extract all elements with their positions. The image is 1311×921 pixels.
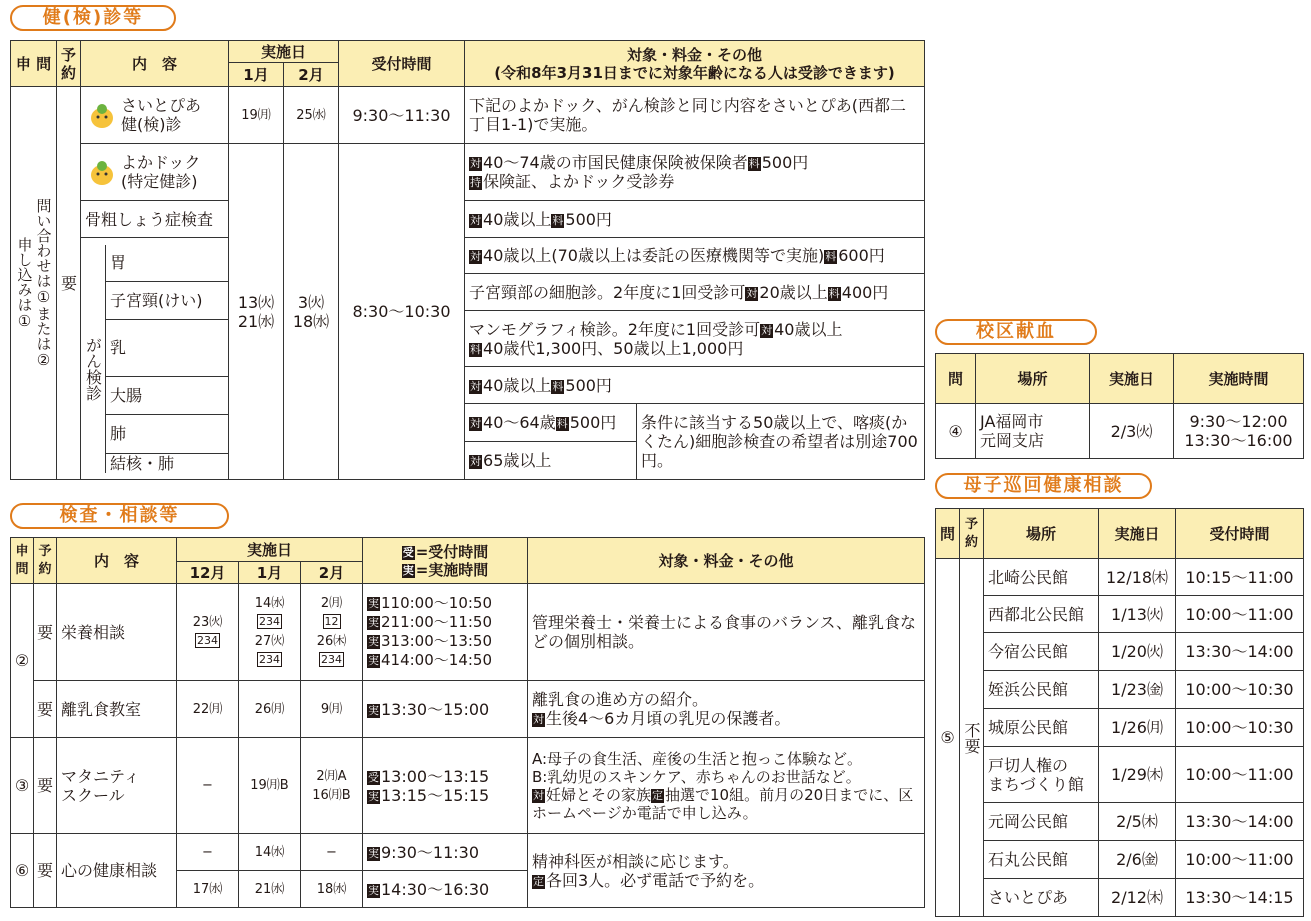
jurisdiction-header: 申 問: [11, 41, 57, 87]
maternity-dec: −: [177, 738, 239, 834]
mother-date: 1/23㈮: [1099, 671, 1176, 709]
blood-place-header: 場所: [976, 354, 1090, 404]
lung-note: 条件に該当する50歳以上で、喀痰(かくたん)細胞診検査の希望者は別途700円。: [637, 404, 925, 480]
babyfood-res: 要: [34, 681, 57, 738]
exam-res-header: 予約: [34, 538, 57, 584]
breast: 乳: [106, 320, 228, 377]
mother-place: さいとぴあ: [984, 879, 1099, 917]
mother-date: 2/12㈭: [1099, 879, 1176, 917]
tb-lung-info: 対 65歳以上: [465, 442, 637, 480]
mother-juris-header: 問: [936, 509, 960, 559]
shared-time: 8:30〜10:30: [339, 144, 465, 480]
mental-feb2: 18㈬: [301, 871, 363, 908]
mother-time: 10:00〜10:30: [1176, 671, 1304, 709]
mother-place: 今宿公民館: [984, 633, 1099, 671]
blood-juris: ④: [936, 404, 976, 459]
lung: 肺: [106, 415, 228, 454]
babyfood-dec: 22㈪: [177, 681, 239, 738]
mother-date: 2/6㈮: [1099, 841, 1176, 879]
nutrition-dec: 23㈫ 234: [177, 584, 239, 681]
maternity-time: 受 13:00〜13:15 実 13:15〜15:15: [363, 738, 528, 834]
blood-time-header: 実施時間: [1174, 354, 1304, 404]
month2-header: 2月: [284, 63, 339, 87]
saitopia-checkup: さいとぴあ 健(検)診: [81, 87, 229, 144]
m2-header: 2月: [301, 562, 363, 584]
mother-place: 戸切人権の まちづくり館: [984, 747, 1099, 803]
nutrition-feb: 2㈪ 12 26㈭ 234: [301, 584, 363, 681]
babyfood-time: 実 13:30〜15:00: [363, 681, 528, 738]
reception-header: 受付時間: [339, 41, 465, 87]
nutrition-jan: 14㈬ 234 27㈫ 234: [239, 584, 301, 681]
osteoporosis-info: 対 40歳以上料 500円: [465, 201, 925, 238]
saitopia-jan: 19㈪: [229, 87, 284, 144]
mental-time1: 実 9:30〜11:30: [363, 834, 528, 871]
contact-note: 問い合わせは①または②: [34, 197, 53, 369]
mother-place: 西都北公民館: [984, 596, 1099, 633]
maternity-juris: ③: [11, 738, 34, 834]
saitopia-info: 下記のよかドック、がん検診と同じ内容をさいとぴあ(西都二丁目1-1)で実施。: [465, 87, 925, 144]
mother-date: 1/26㈪: [1099, 709, 1176, 747]
babyfood-info: 離乳食の進め方の紹介。 対 生後4〜6カ月頃の乳児の保護者。: [528, 681, 925, 738]
content-header: 内 容: [81, 41, 229, 87]
tb-lung: 結核・肺: [110, 453, 175, 473]
mental-dec: −: [177, 834, 239, 871]
stomach: 胃: [106, 245, 228, 282]
babyfood-feb: 9㈪: [301, 681, 363, 738]
shared-feb: 3㈫ 18㈬: [284, 144, 339, 480]
exam-section-title: 検査・相談等: [10, 503, 229, 529]
mental-res: 要: [34, 834, 57, 908]
yoka-info: 対 40〜74歳の市国民健康保険被保険者料 500円 持 保険証、よかドック受診券: [465, 144, 925, 201]
cervical: 子宮頸(けい): [106, 282, 228, 320]
shared-jan: 13㈫ 21㈬: [229, 144, 284, 480]
blood-juris-header: 問: [936, 354, 976, 404]
mother-place: 石丸公民館: [984, 841, 1099, 879]
mascot-icon: [89, 100, 115, 130]
exam-table: [10, 537, 925, 908]
mother-time: 10:00〜10:30: [1176, 709, 1304, 747]
health-table: [10, 40, 925, 480]
exam-date-header: 実施日: [177, 538, 363, 562]
mental-feb: −: [301, 834, 363, 871]
babyfood-name: 離乳食教室: [57, 681, 177, 738]
mental-juris: ⑥: [11, 834, 34, 908]
maternity-jan: 19㈪B: [239, 738, 301, 834]
health-required: 要: [57, 87, 81, 480]
saitopia-time: 9:30〜11:30: [339, 87, 465, 144]
mother-place: 北崎公民館: [984, 559, 1099, 596]
mother-time: 10:00〜11:00: [1176, 596, 1304, 633]
colon: 大腸: [106, 377, 228, 415]
exam-content-header: 内 容: [57, 538, 177, 584]
mental-name: 心の健康相談: [57, 834, 177, 908]
nutrition-res: 要: [34, 584, 57, 681]
mental-jan: 14㈬: [239, 834, 301, 871]
mental-dec2: 17㈬: [177, 871, 239, 908]
mother-res: 不要: [960, 559, 984, 917]
saitopia-feb: 25㈬: [284, 87, 339, 144]
mother-date: 1/29㈭: [1099, 747, 1176, 803]
colon-info: 対 40歳以上料 500円: [465, 367, 925, 404]
yoka-dock: よかドック (特定健診): [81, 144, 229, 201]
maternity-info: A:母子の食生活、産後の生活と抱っこ体験など。 B:乳幼児のスキンケア、赤ちゃんのお世話など。 対 妊婦とその家族定 抽選で10組。前月の20日までに、区ホームページか電話で申し込み。: [528, 738, 925, 834]
mother-time: 10:00〜11:00: [1176, 747, 1304, 803]
maternity-res: 要: [34, 738, 57, 834]
target-header: 対象・料金・その他 (令和8年3月31日までに対象年齢になる人は受診できます): [465, 41, 925, 87]
exam-target-header: 対象・料金・その他: [528, 538, 925, 584]
mother-time: 13:30〜14:00: [1176, 633, 1304, 671]
mother-table: [935, 508, 1304, 917]
m12-header: 12月: [177, 562, 239, 584]
exam-legend-header: 受 =受付時間 実 =実施時間: [363, 538, 528, 584]
mother-date: 2/5㈭: [1099, 803, 1176, 841]
maternity-feb: 2㈪A 16㈪B: [301, 738, 363, 834]
exam-juris-header: 申 問: [11, 538, 34, 584]
osteoporosis: 骨粗しょう症検査: [81, 201, 229, 238]
breast-info: マンモグラフィ検診。2年度に1回受診可対 40歳以上 料 40歳代1,300円、50歳以上1,000円: [465, 311, 925, 367]
blood-time: 9:30〜12:00 13:30〜16:00: [1174, 404, 1304, 459]
blood-date: 2/3㈫: [1090, 404, 1174, 459]
stomach-info: 対 40歳以上(70歳以上は委託の医療機関等で実施)料 600円: [465, 238, 925, 274]
health-contact-cell: [11, 87, 57, 480]
blood-place: JA福岡市 元岡支店: [976, 404, 1090, 459]
apply-note: 申し込みは①: [15, 236, 34, 330]
nutrition-juris: ②: [11, 584, 34, 738]
mother-place: 姪浜公民館: [984, 671, 1099, 709]
mental-jan2: 21㈬: [239, 871, 301, 908]
cervical-info: 子宮頸部の細胞診。2年度に1回受診可対 20歳以上料 400円: [465, 274, 925, 311]
mother-place: 城原公民館: [984, 709, 1099, 747]
nutrition-info: 管理栄養士・栄養士による食事のバランス、離乳食などの個別相談。: [528, 584, 925, 681]
mental-time2: 実 14:30〜16:30: [363, 871, 528, 908]
mother-juris: ⑤: [936, 559, 960, 917]
mother-date-header: 実施日: [1099, 509, 1176, 559]
m1-header: 1月: [239, 562, 301, 584]
mental-info: 精神科医が相談に応じます。 定 各回3人。必ず電話で予約を。: [528, 834, 925, 908]
lung-info: 対 40〜64歳料 500円: [465, 404, 637, 442]
mother-time: 13:30〜14:00: [1176, 803, 1304, 841]
mascot-icon: [89, 157, 115, 187]
date-header: 実施日: [229, 41, 339, 63]
babyfood-jan: 26㈪: [239, 681, 301, 738]
maternity-name: マタニティ スクール: [57, 738, 177, 834]
health-section-title: 健(検)診等: [10, 5, 176, 31]
mother-place-header: 場所: [984, 509, 1099, 559]
nutrition-name: 栄養相談: [57, 584, 177, 681]
nutrition-times: 実 110:00〜10:50 実 211:00〜11:50 実 313:00〜13:50 実 414:00〜14:50: [363, 584, 528, 681]
mother-date: 1/13㈫: [1099, 596, 1176, 633]
blood-date-header: 実施日: [1090, 354, 1174, 404]
mother-time: 10:00〜11:00: [1176, 841, 1304, 879]
mother-time: 13:30〜14:15: [1176, 879, 1304, 917]
mother-section-title: 母子巡回健康相談: [935, 473, 1152, 499]
blood-table: [935, 353, 1304, 459]
month1-header: 1月: [229, 63, 284, 87]
gan-block: [81, 238, 229, 480]
mother-date: 12/18㈭: [1099, 559, 1176, 596]
blood-section-title: 校区献血: [935, 319, 1097, 345]
mother-time: 10:15〜11:00: [1176, 559, 1304, 596]
mother-time-header: 受付時間: [1176, 509, 1304, 559]
reservation-header: 予約: [57, 41, 81, 87]
mother-date: 1/20㈫: [1099, 633, 1176, 671]
mother-place: 元岡公民館: [984, 803, 1099, 841]
mother-res-header: 予約: [960, 509, 984, 559]
gan-label: がん検診: [81, 245, 106, 473]
